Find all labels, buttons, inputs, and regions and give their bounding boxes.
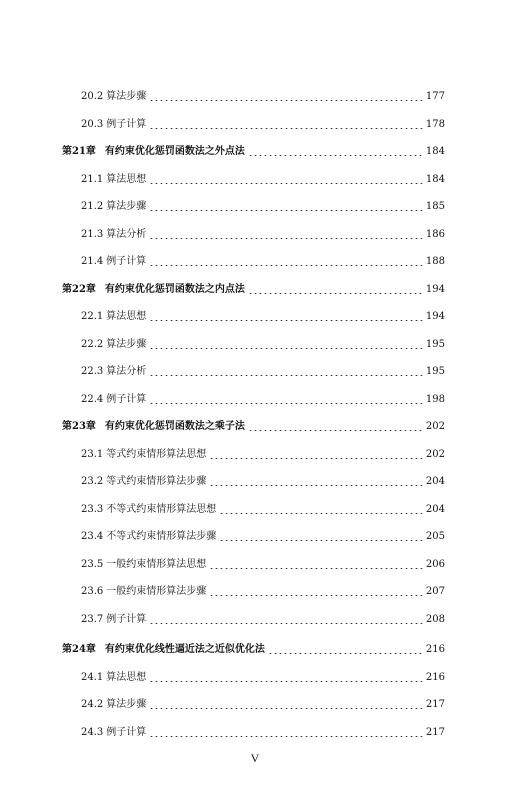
dot-leader [219,513,423,514]
entry-page: 216 [425,644,445,655]
entry-title: 算法步骤 [106,699,147,710]
entry-title: 例子计算 [106,256,147,267]
entry-page: 204 [425,476,445,487]
toc-entry[interactable] [81,697,445,713]
chapter-title: 有约束优化惩罚函数法之内点法 [104,284,245,295]
entry-number: 24.1 [81,672,104,683]
entry-title: 算法思想 [106,672,147,683]
dot-leader [149,736,423,737]
entry-number: 21.1 [81,174,104,185]
entry-page: 204 [425,504,445,515]
entry-title: 一般约束情形算法步骤 [106,586,207,597]
toc-entry[interactable] [81,254,445,270]
dot-leader [219,540,423,541]
toc-chapter-entry[interactable] [62,144,445,160]
dot-leader [149,375,423,376]
entry-title: 例子计算 [106,119,147,130]
dot-leader [149,320,423,321]
entry-number: 23.1 [81,449,104,460]
entry-number: 23.7 [81,614,104,625]
toc-entry[interactable] [81,447,445,463]
entry-title: 等式约束情形算法步骤 [106,476,207,487]
toc-entry[interactable] [81,529,445,545]
entry-page: 195 [425,366,445,377]
entry-page: 217 [425,699,445,710]
chapter-number: 第21章 [62,146,96,157]
dot-leader [149,623,423,624]
toc-chapter-entry[interactable] [62,419,445,435]
entry-title: 算法分析 [106,366,147,377]
dot-leader [209,595,423,596]
entry-page: 194 [425,284,445,295]
entry-number: 20.2 [81,91,104,102]
toc-entry[interactable] [81,199,445,215]
page-number: V [250,751,260,765]
entry-title: 例子计算 [106,727,147,738]
toc-entry[interactable] [81,309,445,325]
entry-number: 23.6 [81,586,104,597]
dot-leader [209,458,423,459]
entry-title: 算法步骤 [106,201,147,212]
toc-entry[interactable] [81,392,445,408]
chapter-number: 第22章 [62,284,96,295]
dot-leader [149,348,423,349]
entry-page: 217 [425,727,445,738]
dot-leader [248,155,423,156]
toc-entry[interactable] [81,612,445,628]
entry-page: 202 [425,421,445,432]
toc-entry[interactable] [81,172,445,188]
entry-page: 188 [425,256,445,267]
dot-leader [149,210,423,211]
dot-leader [149,128,423,129]
toc-chapter-entry[interactable] [62,642,445,658]
toc-entry[interactable] [81,337,445,353]
entry-title: 不等式约束情形算法步骤 [106,531,217,542]
entry-title: 例子计算 [106,614,147,625]
entry-page: 208 [425,614,445,625]
entry-page: 184 [425,146,445,157]
entry-page: 195 [425,339,445,350]
entry-page: 207 [425,586,445,597]
entry-number: 24.2 [81,699,104,710]
entry-number: 22.4 [81,394,104,405]
toc-entry[interactable] [81,670,445,686]
dot-leader [248,293,423,294]
toc-chapter-entry[interactable] [62,282,445,298]
dot-leader [149,403,423,404]
entry-page: 186 [425,229,445,240]
entry-title: 等式约束情形算法思想 [106,449,207,460]
toc-entry[interactable] [81,584,445,600]
entry-page: 177 [425,91,445,102]
chapter-title: 有约束优化惩罚函数法之乘子法 [104,421,245,432]
entry-title: 算法思想 [106,174,147,185]
toc-entry[interactable] [81,557,445,573]
toc-entry[interactable] [81,364,445,380]
entry-number: 22.1 [81,311,104,322]
entry-title: 算法分析 [106,229,147,240]
entry-page: 184 [425,174,445,185]
entry-title: 算法步骤 [106,339,147,350]
entry-page: 178 [425,119,445,130]
chapter-number: 第24章 [62,644,96,655]
entry-page: 205 [425,531,445,542]
entry-title: 算法思想 [106,311,147,322]
dot-leader [209,568,423,569]
dot-leader [149,100,423,101]
entry-title: 一般约束情形算法思想 [106,559,207,570]
dot-leader [149,681,423,682]
entry-number: 23.2 [81,476,104,487]
dot-leader [248,430,423,431]
entry-title: 例子计算 [106,394,147,405]
entry-number: 23.4 [81,531,104,542]
entry-number: 21.2 [81,201,104,212]
dot-leader [209,485,423,486]
entry-number: 24.3 [81,727,104,738]
entry-number: 22.2 [81,339,104,350]
toc-entry[interactable] [81,117,445,133]
entry-number: 22.3 [81,366,104,377]
toc-entry[interactable] [81,89,445,105]
entry-title: 算法步骤 [106,91,147,102]
entry-page: 198 [425,394,445,405]
entry-page: 194 [425,311,445,322]
entry-number: 20.3 [81,119,104,130]
chapter-title: 有约束优化线性逼近法之近似优化法 [104,644,265,655]
entry-title: 不等式约束情形算法思想 [106,504,217,515]
entry-page: 202 [425,449,445,460]
entry-number: 23.3 [81,504,104,515]
entry-page: 206 [425,559,445,570]
dot-leader [268,653,423,654]
entry-page: 185 [425,201,445,212]
dot-leader [149,708,423,709]
entry-page: 216 [425,672,445,683]
dot-leader [149,183,423,184]
entry-number: 23.5 [81,559,104,570]
toc-entry[interactable] [81,474,445,490]
chapter-number: 第23章 [62,421,96,432]
entry-number: 21.4 [81,256,104,267]
chapter-title: 有约束优化惩罚函数法之外点法 [104,146,245,157]
toc-entry[interactable] [81,227,445,243]
toc-entry[interactable] [81,725,445,741]
toc-entry[interactable] [81,502,445,518]
entry-number: 21.3 [81,229,104,240]
dot-leader [149,265,423,266]
dot-leader [149,238,423,239]
